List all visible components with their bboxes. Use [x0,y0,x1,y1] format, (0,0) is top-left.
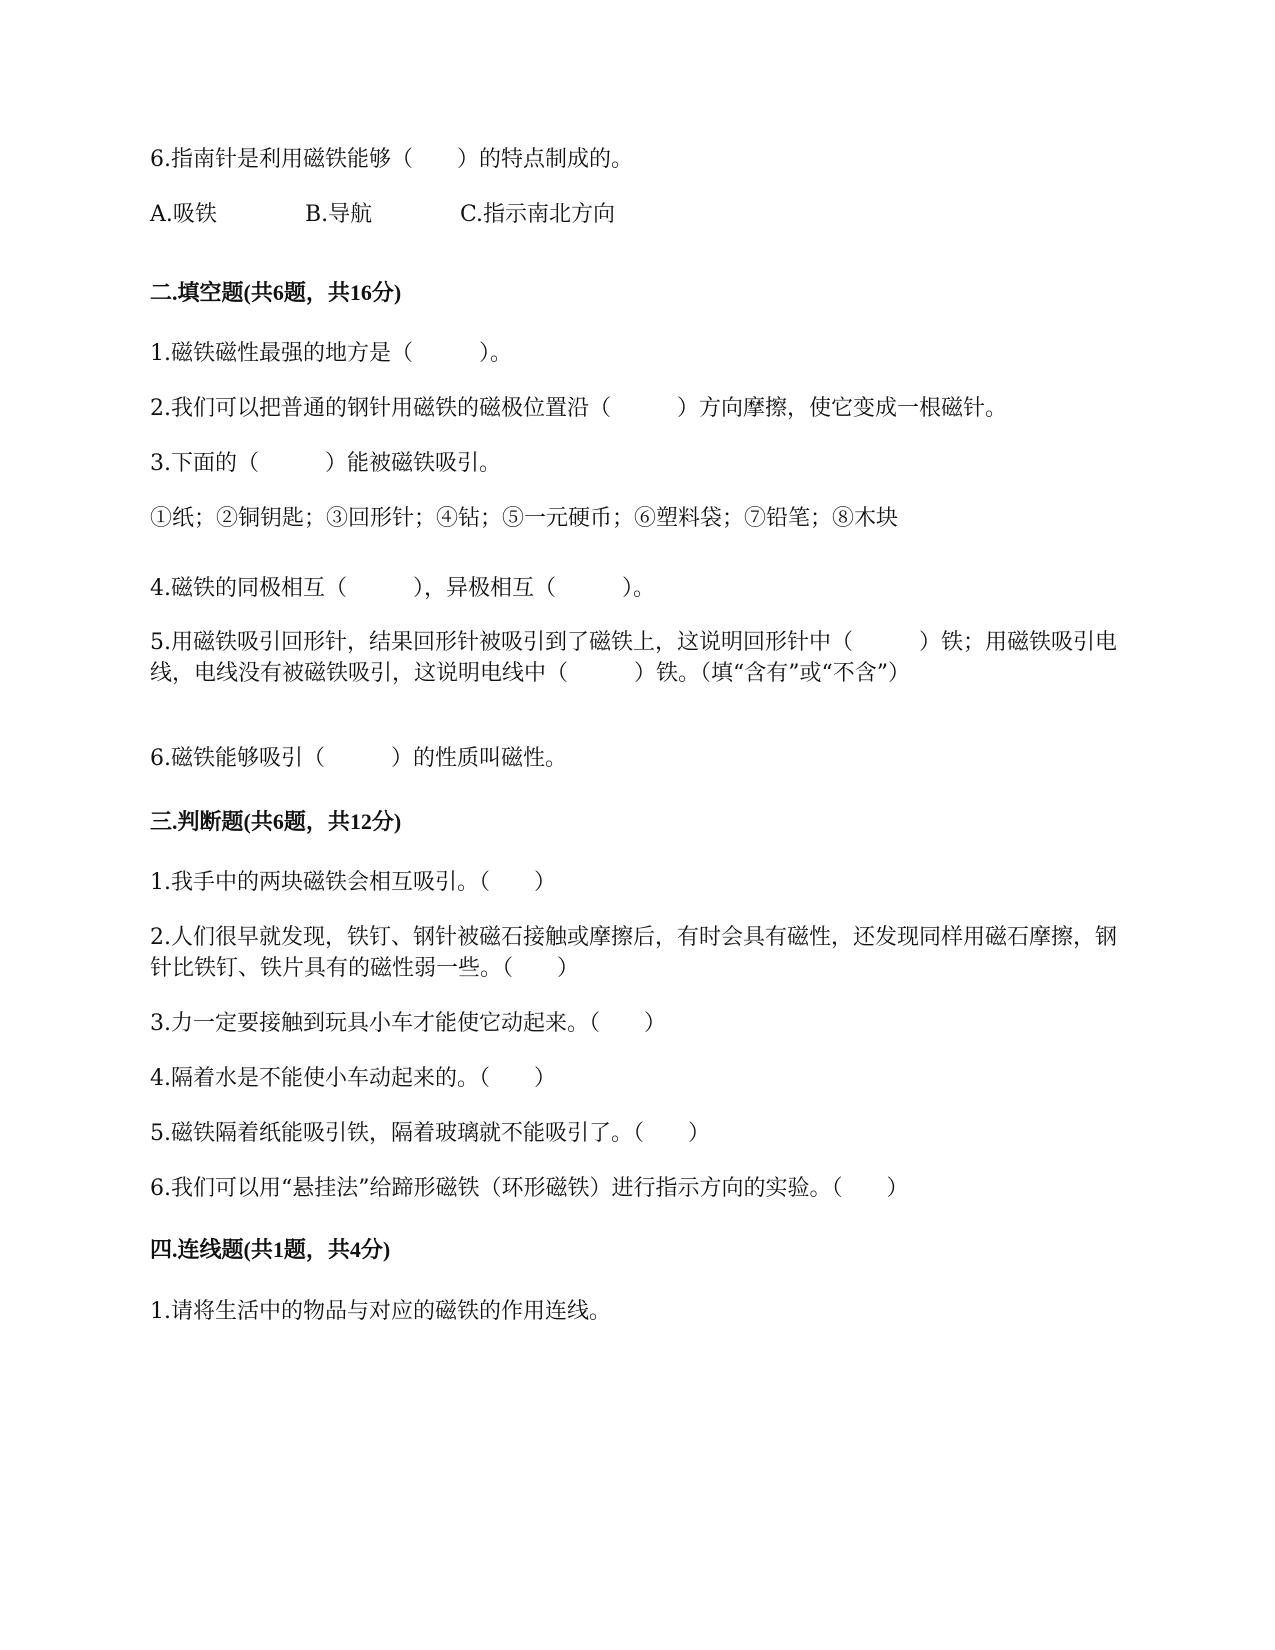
fill-question-4: 4.磁铁的同极相互（ ），异极相互（ ）。 [150,576,655,601]
option-b: B.导航 [305,202,373,227]
match-section-heading: 四.连线题(共1题，共4分) [150,1237,391,1262]
fill-question-3: 3.下面的（ ）能被磁铁吸引。 [150,451,501,476]
option-c: C.指示南北方向 [460,202,616,227]
judge-question-3: 3.力一定要接触到玩具小车才能使它动起来。（ ） [150,1011,666,1036]
fill-question-1: 1.磁铁磁性最强的地方是（ ）。 [150,341,512,366]
judge-section-heading: 三.判断题(共6题，共12分) [150,809,402,834]
choice-question-6: 6.指南针是利用磁铁能够（ ）的特点制成的。 [150,147,633,172]
fill-question-6: 6.磁铁能够吸引（ ）的性质叫磁性。 [150,746,567,771]
judge-question-6: 6.我们可以用“悬挂法”给蹄形磁铁（环形磁铁）进行指示方向的实验。（ ） [150,1176,909,1201]
fill-question-2: 2.我们可以把普通的钢针用磁铁的磁极位置沿（ ）方向摩擦，使它变成一根磁针。 [150,396,1007,421]
judge-question-4: 4.隔着水是不能使小车动起来的。（ ） [150,1066,556,1091]
choice-question-6-options [150,199,615,230]
fill-section-heading: 二.填空题(共6题，共16分) [150,280,402,305]
judge-question-2: 2.人们很早就发现，铁钉、钢针被磁石接触或摩擦后，有时会具有磁性，还发现同样用磁石摩擦，钢针比铁钉、铁片具有的磁性弱一些。（ ） [150,925,1117,981]
option-a: A.吸铁 [150,202,217,227]
match-question-1: 1.请将生活中的物品与对应的磁铁的作用连线。 [150,1299,611,1324]
judge-question-5: 5.磁铁隔着纸能吸引铁，隔着玻璃就不能吸引了。（ ） [150,1121,710,1146]
judge-question-1: 1.我手中的两块磁铁会相互吸引。（ ） [150,870,556,895]
fill-question-5: 5.用磁铁吸引回形针，结果回形针被吸引到了磁铁上，这说明回形针中（ ）铁；用磁铁吸引电线，电线没有被磁铁吸引，这说明电线中（ ）铁。（填“含有”或“不含”） [150,630,1117,686]
fill-question-3-items: ①纸；②铜钥匙；③回形针；④钻；⑤一元硬币；⑥塑料袋；⑦铅笔；⑧木块 [150,506,899,531]
